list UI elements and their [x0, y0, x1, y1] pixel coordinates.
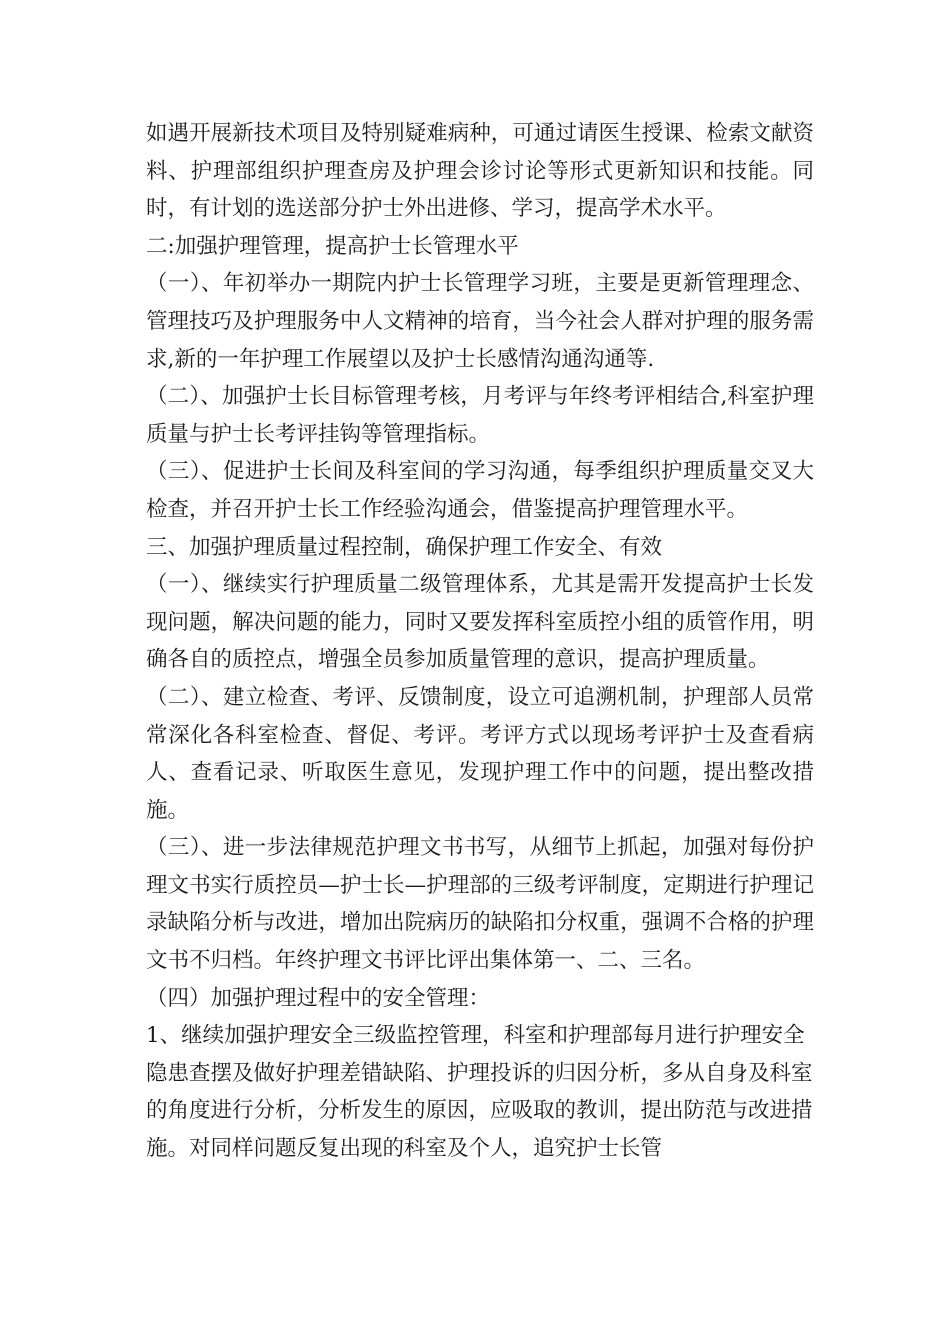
paragraph-continuing-education: 如遇开展新技术项目及特别疑难病种，可通过请医生授课、检索文献资料、护理部组织护理查房及护理会诊讨论等形式更新知识和技能。同时，有计划的选送部分护士外出进修、学习，提高学术水平。 [146, 121, 814, 222]
subsection-heading-safety: （四）加强护理过程中的安全管理： [146, 985, 491, 1011]
paragraph-management-2: （二）、加强护士长目标管理考核，月考评与年终考评相结合,科室护理质量与护士长考评挂钩等管理指标。 [146, 384, 814, 447]
paragraph-quality-2: （二）、建立检查、考评、反馈制度，设立可追溯机制，护理部人员常常深化各科室检查、督促、考评。考评方式以现场考评护士及查看病人、查看记录、听取医生意见，发现护理工作中的问题，提出整改措施。 [146, 684, 814, 823]
paragraph-management-3: （三）、促进护士长间及科室间的学习沟通，每季组织护理质量交叉大检查，并召开护士长工作经验沟通会，借鉴提高护理管理水平。 [146, 459, 814, 522]
section-heading-management: 二:加强护理管理，提高护士长管理水平 [146, 233, 519, 259]
paragraph-quality-1: （一）、继续实行护理质量二级管理体系，尤其是需开发提高护士长发现问题，解决问题的能力，同时又要发挥科室质控小组的质管作用，明确各自的质控点，增强全员参加质量管理的意识，提高护理质量。 [146, 572, 814, 673]
document-body [146, 115, 814, 1168]
paragraph-safety-1: 1、继续加强护理安全三级监控管理，科室和护理部每月进行护理安全隐患查摆及做好护理差错缺陷、护理投诉的归因分析，多从自身及科室的角度进行分析，分析发生的原因，应吸取的教训，提出防范与改进措施。对同样问题反复出现的科室及个人，追究护士长管 [146, 1023, 813, 1162]
paragraph-management-1: （一）、年初举办一期院内护士长管理学习班，主要是更新管理理念、管理技巧及护理服务中人文精神的培育，当今社会人群对护理的服务需求,新的一年护理工作展望以及护士长感情沟通沟通等. [146, 271, 814, 372]
section-heading-quality: 三、加强护理质量过程控制，确保护理工作安全、有效 [146, 534, 663, 560]
paragraph-quality-3: （三）、进一步法律规范护理文书书写，从细节上抓起，加强对每份护理文书实行质控员—护士长—护理部的三级考评制度，定期进行护理记录缺陷分析与改进，增加出院病历的缺陷扣分权重，强调不合格的护理文书不归档。年终护理文书评比评出集体第一、二、三名。 [146, 835, 814, 974]
